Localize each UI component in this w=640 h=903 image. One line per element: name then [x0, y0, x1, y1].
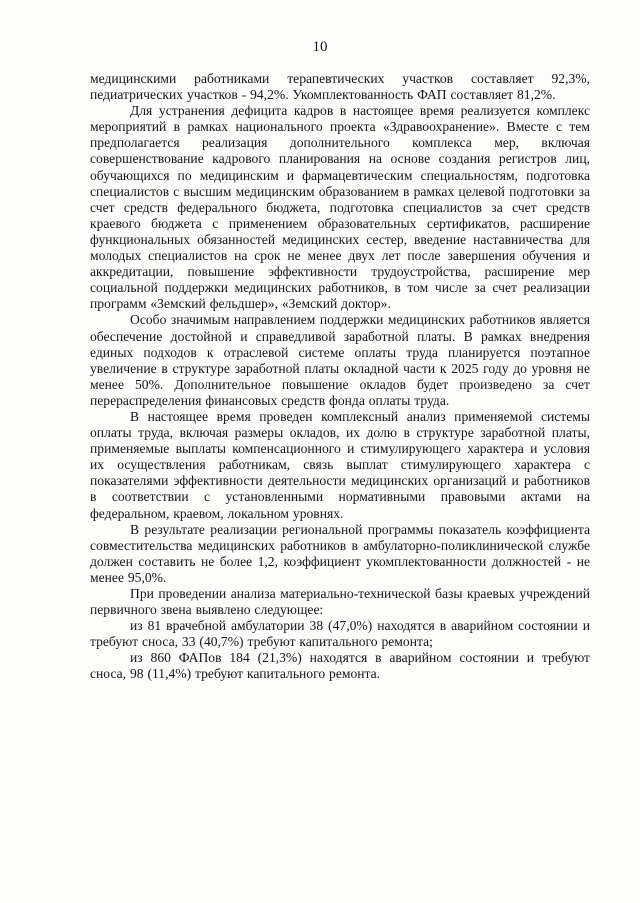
paragraph-ambulatory-status: из 81 врачебной амбулатории 38 (47,0%) находятся в аварийном состоянии и требуют сноса, 33 (40,7%) требуют капитального ремонта;	[90, 618, 590, 650]
paragraph-payment-analysis: В настоящее время проведен комплексный анализ применяемой системы оплаты труда, включая размеры окладов, их долю в структуре заработной платы, применяемые выплаты компенсационного и стимулирующего характера и условия их осуществления работникам, связь выплат стимулирующего характера с показателями эффективности деятельности медицинских организаций и работников в соответствии с установленными нормативными правовыми актами на федеральном, краевом, локальном уровнях.	[90, 408, 590, 521]
page-number: 10	[312, 39, 328, 55]
paragraph-staff-shortage-measures: Для устранения дефицита кадров в настоящее время реализуется комплекс мероприятий в рамках национального проекта «Здравоохранение». Вместе с тем предполагается реализация дополнительного комплекса мер, включая совершенствование кадрового планирования на основе создания регистров лиц, обучающихся по медицинским и фармацевтическим специальностям, подготовка специалистов с высшим медицинским образованием в рамках целевой подготовки за счет средств федерального бюджета, подготовка специалистов за счет средств краевого бюджета с применением образовательных сертификатов, расширение функциональных обязанностей медицинских сестер, введение наставничества для молодых специалистов на срок не менее двух лет после завершения обучения и аккредитации, повышение эффективности трудоустройства, расширение мер социальной поддержки медицинских работников, в том числе за счет реализации программ «Земский фельдшер», «Земский доктор».	[90, 103, 590, 312]
paragraph-salary-support: Особо значимым направлением поддержки медицинских работников является обеспечение достойной и справедливой заработной платы. В рамках внедрения единых подходов к отраслевой системе оплаты труда планируется поэтапное увеличение в структуре заработной платы окладной части к 2025 году до уровня не менее 50%. Дополнительное повышение окладов будет произведено за счет перераспределения финансовых средств фонда оплаты труда.	[90, 312, 590, 408]
paragraph-program-targets: В результате реализации региональной программы показатель коэффициента совместительства медицинских работников в амбулаторно-поликлинической службе должен составить не более 1,2, коэффициент укомплектованности должностей - не менее 95,0%.	[90, 521, 590, 585]
document-body	[90, 71, 590, 683]
paragraph-fap-status: из 860 ФАПов 184 (21,3%) находятся в аварийном состоянии и требуют сноса, 98 (11,4%) требуют капитального ремонта.	[90, 650, 590, 682]
paragraph-staffing-rates: медицинскими работниками терапевтических участков составляет 92,3%, педиатрических участков - 94,2%. Укомплектованность ФАП составляет 81,2%.	[90, 71, 590, 103]
paragraph-facilities-analysis: При проведении анализа материально-технической базы краевых учреждений первичного звена выявлено следующее:	[90, 586, 590, 618]
